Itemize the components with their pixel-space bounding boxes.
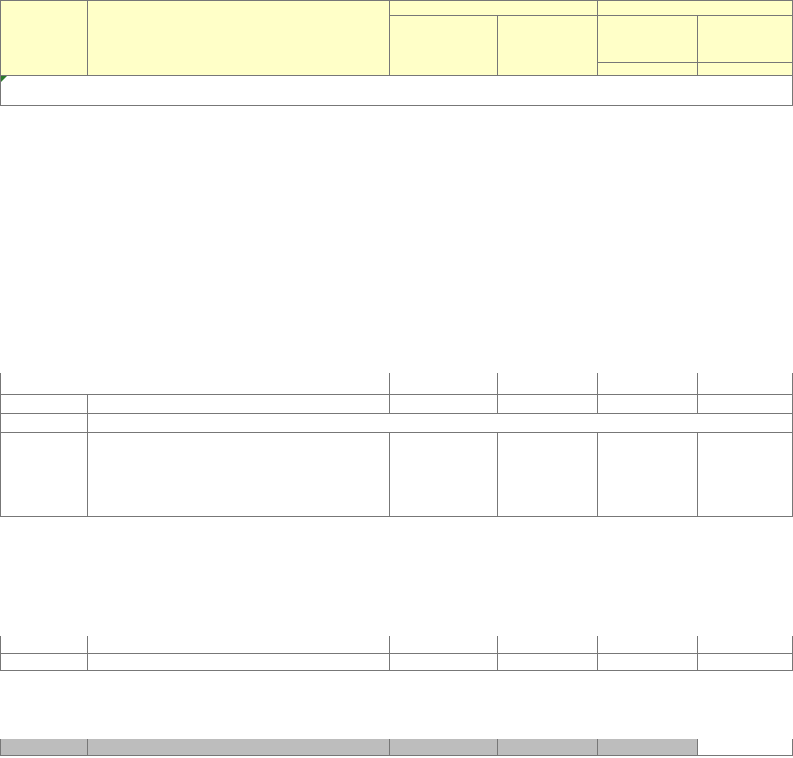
title-cell[interactable]: [0, 76, 793, 106]
blank-cell[interactable]: [698, 636, 793, 654]
title-row: [0, 76, 793, 106]
blank-cell[interactable]: [598, 395, 698, 414]
euro-cell-2[interactable]: [698, 63, 793, 76]
blank-cell[interactable]: [498, 654, 598, 671]
year-2011-cell[interactable]: [598, 0, 793, 16]
recap-title-row: [0, 414, 793, 433]
blank-cell[interactable]: [88, 636, 390, 654]
investments-title-cell[interactable]: [88, 654, 390, 671]
spacer-row: [0, 395, 793, 414]
blank-cell[interactable]: [598, 636, 698, 654]
blank-header-cell[interactable]: [88, 0, 390, 76]
grand-total-v3[interactable]: [598, 373, 698, 395]
euro-cell-1[interactable]: [598, 63, 698, 76]
grand-total-row: [0, 373, 793, 395]
comment-marker: [1, 76, 7, 82]
recap-title-cell[interactable]: [88, 414, 793, 433]
final-total-v1[interactable]: [390, 739, 498, 756]
investments-title-row: [0, 654, 793, 671]
final-total-code-cell[interactable]: [0, 739, 88, 756]
spacer-row: [0, 636, 793, 654]
blank-cell[interactable]: [390, 433, 498, 517]
blank-cell[interactable]: [88, 395, 390, 414]
col-approved-header[interactable]: [698, 16, 793, 63]
budget-header-cell[interactable]: [598, 433, 698, 517]
col-commit-header[interactable]: [498, 16, 598, 76]
grand-total-v1[interactable]: [390, 373, 498, 395]
col-voted-header[interactable]: [598, 16, 698, 63]
codes-header-cell[interactable]: [0, 433, 88, 517]
blank-cell[interactable]: [390, 654, 498, 671]
ka-header-cell[interactable]: [0, 0, 88, 76]
grand-total-v4[interactable]: [698, 373, 793, 395]
recap-header-row: [0, 433, 793, 517]
blank-cell[interactable]: [498, 636, 598, 654]
blank-cell[interactable]: [498, 433, 598, 517]
blank-cell[interactable]: [0, 636, 88, 654]
grand-total-label-cell[interactable]: [0, 373, 390, 395]
final-total-v4[interactable]: [698, 739, 793, 756]
blank-cell[interactable]: [498, 395, 598, 414]
final-total-label-cell[interactable]: [88, 739, 390, 756]
blank-cell[interactable]: [698, 395, 793, 414]
blank-cell[interactable]: [0, 414, 88, 433]
report-header-cell[interactable]: [698, 433, 793, 517]
final-total-v3[interactable]: [598, 739, 698, 756]
desc-header-cell[interactable]: [88, 433, 390, 517]
blank-cell[interactable]: [0, 654, 88, 671]
final-total-v2[interactable]: [498, 739, 598, 756]
col-budget-header[interactable]: [390, 16, 498, 76]
year-2010-cell[interactable]: [390, 0, 598, 16]
blank-cell[interactable]: [0, 395, 88, 414]
blank-cell[interactable]: [698, 654, 793, 671]
blank-cell[interactable]: [598, 654, 698, 671]
grand-total-v2[interactable]: [498, 373, 598, 395]
header-row: [0, 0, 793, 76]
final-total-row: [0, 739, 793, 756]
blank-cell[interactable]: [390, 636, 498, 654]
blank-cell[interactable]: [390, 395, 498, 414]
